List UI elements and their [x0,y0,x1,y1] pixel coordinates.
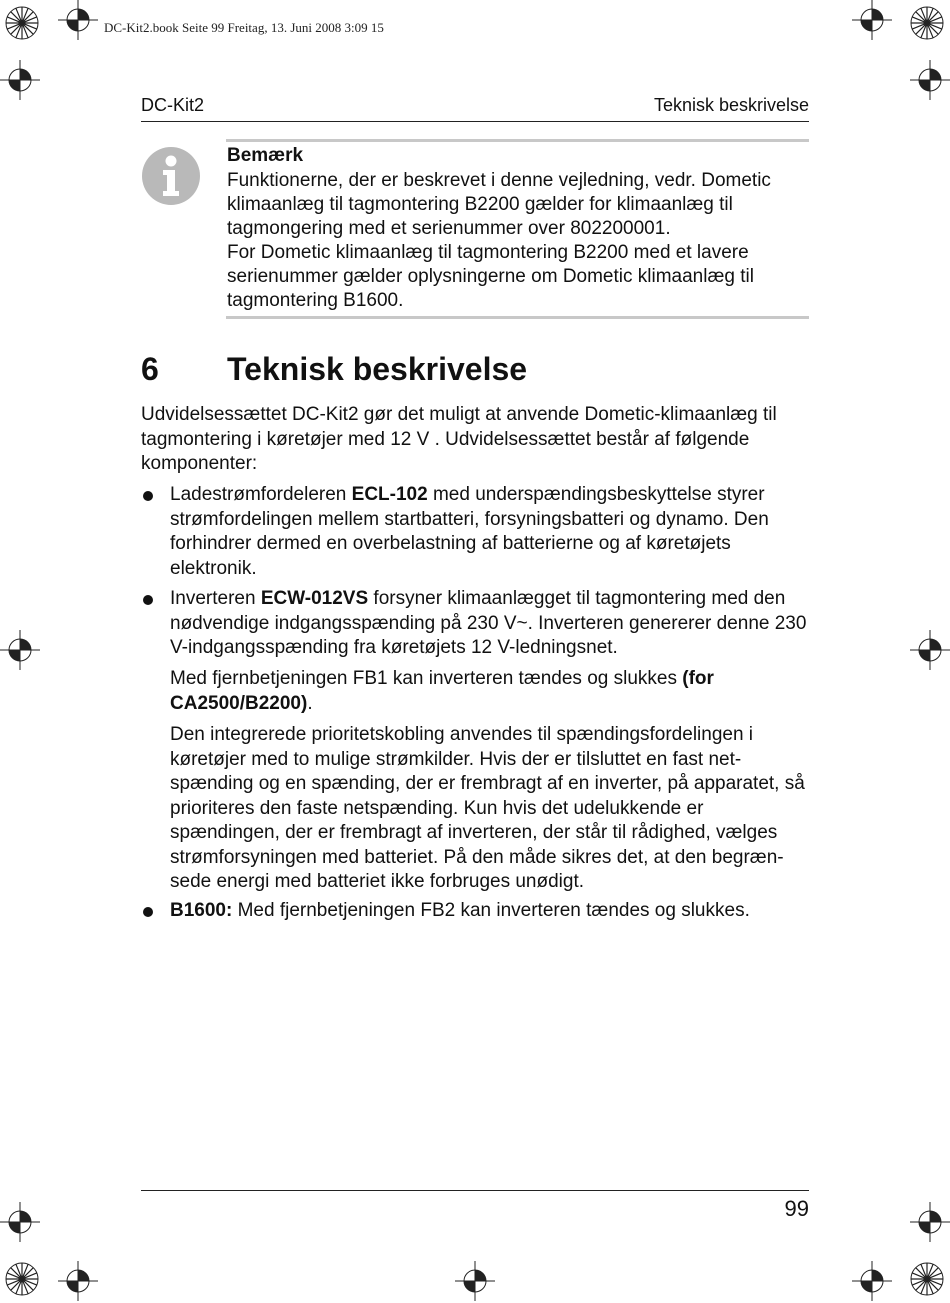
list-item: Inverteren ECW-012VS forsyner klimaanlægget til tagmontering med den nødvendige indgangsspænding på 230 V~. Inverteren genererer denne 230 V-indgangsspænding fra køretøjets 12 V-ledningsnet. [170,588,807,658]
intro-paragraph: Udvidelsessættet DC-Kit2 gør det muligt at anvende Dometic-klimaanlæg til tagmontering i køretøjer med 12 V . Udvidelsessættet består af følgende komponenter: [141,404,777,474]
list-item: Ladestrømfordeleren ECL-102 med underspændingsbeskyttelse styrer strømfordelingen mellem startbatteri, forsyningsbatteri og dynamo. Den forhindrer dermed en overbelastning af batterierne og af køretøjets elektronik. [170,484,769,579]
note-paragraph: For Dometic klimaanlæg til tagmontering B2200 med et lavere serienummer gælder oplysningerne om Dometic klimaanlæg til tagmontering B1600. [227,242,754,311]
list-item-paragraph: Med fjernbetjeningen FB1 kan inverteren tændes og slukkes (for CA2500/B2200). [170,668,714,714]
star-target-icon [910,6,944,40]
section-title: Teknisk beskrivelse [227,351,528,387]
list-item: B1600: Med fjernbetjeningen FB2 kan inverteren tændes og slukkes. [170,900,750,921]
note-paragraph: Funktionerne, der er beskrevet i denne vejledning, vedr. Dometic klimaanlæg til tagmontering B2200 gælder for klimaanlæg til tagmongering med et serienummer over 802200001. [227,170,771,239]
registration-mark-icon [455,1261,495,1301]
header-right: Teknisk beskrivelse [653,95,809,115]
star-target-icon [5,1262,39,1296]
note-body [227,169,812,313]
header-left: DC-Kit2 [141,95,205,115]
info-icon [141,146,201,206]
bullet-icon [143,491,153,501]
registration-mark-icon [910,1202,950,1242]
registration-mark-icon [58,1261,98,1301]
registration-mark-icon [910,630,950,670]
registration-mark-icon [852,0,892,40]
print-info: DC-Kit2.book Seite 99 Freitag, 13. Juni 2008 3:09 15 [104,20,384,35]
note-top-rule [226,139,809,142]
header-rule [141,121,809,122]
footer-rule [141,1190,809,1191]
bullet-icon [143,595,153,605]
note-bottom-rule [226,316,809,319]
page-number: 99 [784,1196,809,1221]
registration-mark-icon [58,0,98,40]
list-item-paragraph: Den integrerede prioritetskobling anvendes til spændingsfordelingen i køretøjer med to mulige strømkilder. Hvis der er tilsluttet en fast net-spænding og en spænding, der er frembragt af en inverter, på apparatet, så prioriteres den faste netspænding. Kun hvis det udelukkende er spændingen, der er frembragt af inverteren, der står til rådighed, vælges strømforsyningen med batteriet. På den måde sikres det, at den begræn-sede energi med batteriet ikke forbruges unødigt. [170,724,805,892]
note-title: Bemærk [227,145,304,166]
registration-mark-icon [0,60,40,100]
bullet-icon [143,907,153,917]
registration-mark-icon [0,1202,40,1242]
registration-mark-icon [0,630,40,670]
registration-mark-icon [852,1261,892,1301]
registration-mark-icon [910,60,950,100]
star-target-icon [910,1262,944,1296]
star-target-icon [5,6,39,40]
section-number: 6 [141,351,159,387]
